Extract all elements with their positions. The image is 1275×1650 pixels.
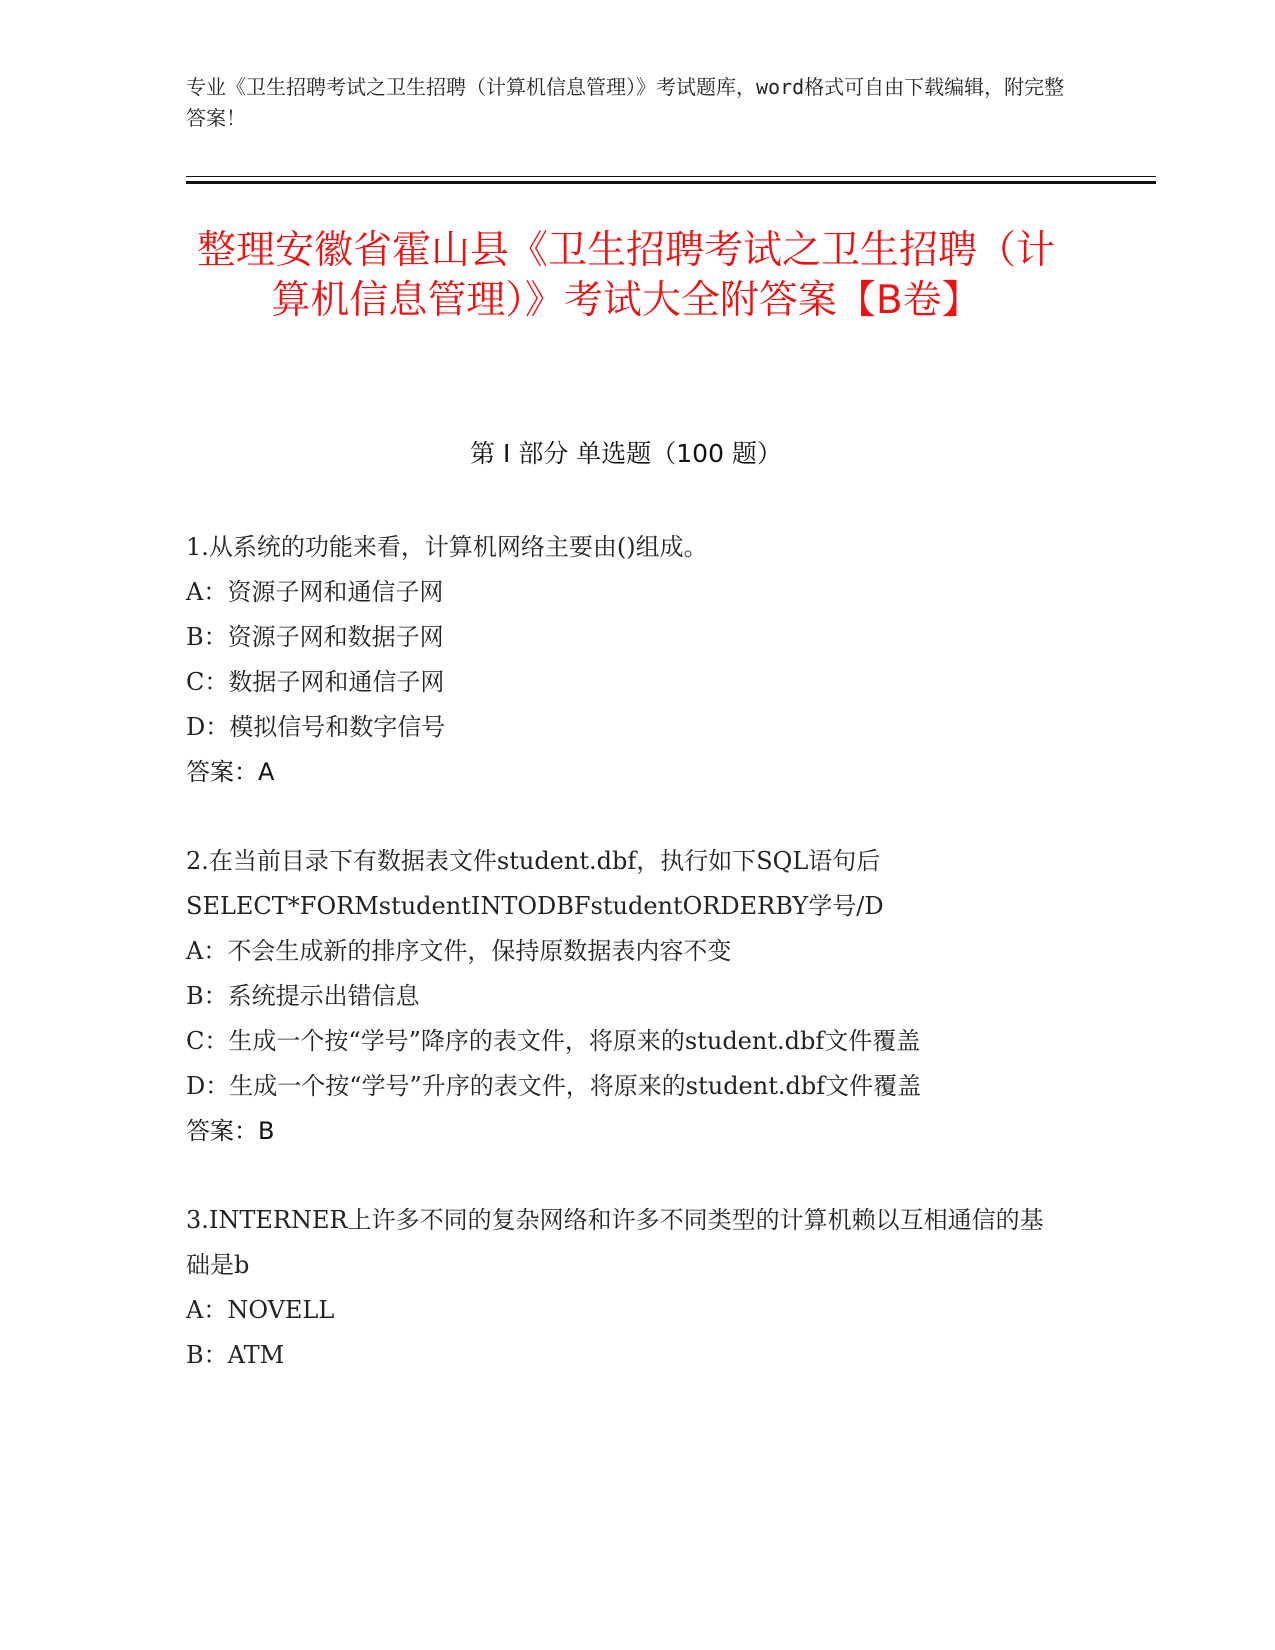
section-title: 第 I 部分 单选题（100 题） bbox=[470, 439, 782, 468]
header-note: 专业《卫生招聘考试之卫生招聘（计算机信息管理）》考试题库，word格式可自由下载编辑，附完整答案！ bbox=[186, 75, 1065, 130]
option-b: B：ATM bbox=[186, 1341, 285, 1369]
option-c: C：生成一个按“学号”降序的表文件，将原来的student.dbf文件覆盖 bbox=[186, 1027, 921, 1055]
answer-line: 答案：B bbox=[186, 1117, 275, 1145]
option-a: A：资源子网和通信子网 bbox=[186, 578, 444, 606]
option-b: B：系统提示出错信息 bbox=[186, 982, 420, 1010]
option-a: A：不会生成新的排序文件，保持原数据表内容不变 bbox=[186, 937, 732, 965]
answer-line: 答案：A bbox=[186, 758, 275, 786]
question-stem: 2.在当前目录下有数据表文件student.dbf，执行如下SQL语句后SELECT*FORMstudentINTODBFstudentORDERBY学号/D bbox=[186, 847, 884, 920]
option-d: D：生成一个按“学号”升序的表文件，将原来的student.dbf文件覆盖 bbox=[186, 1072, 922, 1100]
option-a: A：NOVELL bbox=[186, 1296, 335, 1324]
document-title: 整理安徽省霍山县《卫生招聘考试之卫生招聘（计算机信息管理）》考试大全附答案【B卷】 bbox=[196, 228, 1055, 323]
question-list bbox=[186, 525, 1066, 1422]
header-divider-thick bbox=[186, 181, 1156, 184]
option-d: D：模拟信号和数字信号 bbox=[186, 713, 446, 741]
option-c: C：数据子网和通信子网 bbox=[186, 668, 445, 696]
option-b: B：资源子网和数据子网 bbox=[186, 623, 444, 651]
question-stem: 3.INTERNER上许多不同的复杂网络和许多不同类型的计算机赖以互相通信的基础是b bbox=[186, 1206, 1044, 1279]
question-stem: 1.从系统的功能来看，计算机网络主要由()组成。 bbox=[186, 533, 708, 561]
question-3 bbox=[186, 1198, 1066, 1378]
question-1 bbox=[186, 525, 1066, 795]
header-divider-thin bbox=[186, 176, 1156, 177]
question-2 bbox=[186, 839, 1066, 1154]
